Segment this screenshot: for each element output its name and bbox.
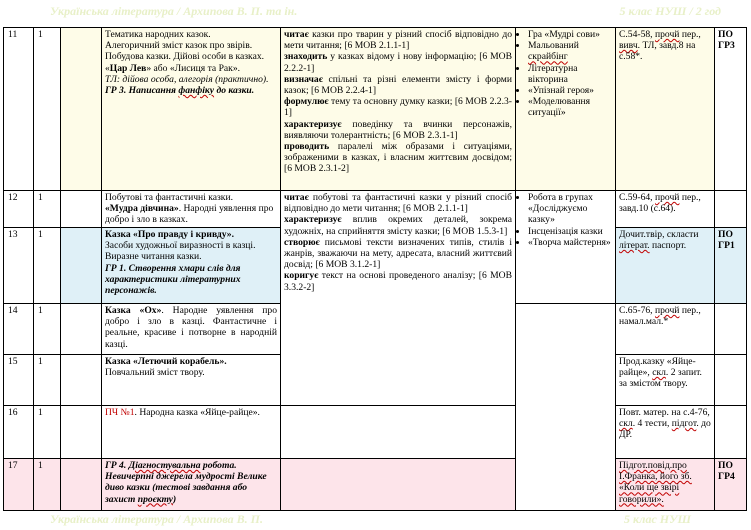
topic-line: Алегоричний зміст казок про звірів. [105,40,253,52]
group-code: ПО ГР4 [715,459,747,511]
date-cell [61,406,102,459]
lesson-hours: 1 [34,406,61,459]
homework-underlined: скл [619,418,633,430]
homework-text: паспорт. [649,240,687,252]
table-row [4,191,747,228]
homework-underlined: скл [652,367,666,379]
lesson-topic [102,304,281,355]
group-work-label: ГР 4. [105,460,129,471]
skill-verb: коригує [284,270,319,282]
homework-text: . до ДР. [619,418,711,441]
header-right: 5 клас НУШ / 2 год [619,4,721,18]
lesson-number: 14 [4,304,34,355]
group-code: ПО ГР1 [715,228,747,304]
activity-underlined: скрайбінг [528,51,568,63]
homework-cell [616,355,715,406]
lesson-number: 17 [4,459,34,511]
lesson-hours: 1 [34,459,61,511]
date-cell [61,304,102,355]
lesson-hours: 1 [34,228,61,304]
page-footer [0,510,751,530]
group-code [715,406,747,459]
topic-line: . Народна казка «Яйце-райце». [134,407,260,418]
topic-bold: Цар Лев [109,62,147,74]
lesson-number: 11 [4,28,34,191]
activity-item: • «Моделювання ситуації» [528,96,612,118]
group-code [715,191,747,228]
topic-line: ) [172,493,177,505]
lesson-hours: 1 [34,28,61,191]
table-row [4,28,747,191]
topic-underlined: проєкту [137,493,173,505]
homework-underlined: прочй [654,305,680,316]
homework-text: Прод.казку «Яйце-райце», [619,356,696,379]
group-work-label: ГР 1. Створення хмари слів для характеристики літературних персонажів. [105,262,241,297]
topic-line: Засоби художньої виразності в казці. Виразне читання казки. [105,240,256,263]
topic-line: Повчальний зміст твору. [105,367,205,379]
homework-underlined: прочй [654,192,680,203]
group-code [715,304,747,355]
topic-underlined: фанфіку [178,85,215,97]
homework-text: . ТЛ, завд.8 на с.58*. [619,40,696,63]
lesson-number: 13 [4,228,34,304]
date-cell [61,28,102,191]
activity-item: • Робота в групах «Досліджуємо казку» [528,192,612,226]
activity-item: • «Творча майстерня» [528,237,612,248]
skill-verb: формулює [284,96,329,108]
header-left: Українська література / Архипова В. П. та ін. [50,4,298,18]
activity-item [528,40,612,62]
homework-underlined: підгот [671,418,697,430]
topic-line: Побутові та фантастичні казки. [105,192,234,203]
topic-italic: ТЛ: дійова особа, алегорія (практично). [105,73,269,85]
topic-line: до казки. [214,85,255,97]
skill-verb: знаходить [284,51,328,63]
skill-text: текст на основі проведеного аналізу; [6 МОВ 3.3.2-2] [284,270,512,293]
group-code [715,355,747,406]
lesson-topic [102,28,281,191]
table-row [4,406,747,459]
skill-verb: характеризує [284,214,342,226]
activity-item: • Літературна вікторина [528,63,612,85]
skill-text: письмові тексти визначених типів, стилів і жанрів, зважаючи на мету, адресата, власний життєвий досвід; [6 МОВ 3.1.2-1] [284,236,512,271]
homework-text: С.59-64, [619,192,655,203]
homework-cell [616,228,715,304]
homework-text: пер., намал.мал.* [619,305,701,328]
group-work-label: ГР 3. Написання [105,85,179,97]
activity-text: Мальований [528,40,579,52]
homework-underlined: літерат. [619,240,650,252]
date-cell [61,191,102,228]
homework-text: Повт. матер. на с.4-76, [619,407,710,418]
topic-line: . Народні уявлення про добро і зло в казках. [105,203,274,226]
skill-verb: читає [284,29,309,40]
lesson-number: 16 [4,406,34,459]
lesson-number: 15 [4,355,34,406]
activity-item: • «Упізнай героя» [528,85,612,96]
topic-line: Тематика народних казок. [105,29,211,40]
skill-verb: характеризує [284,118,342,130]
skill-text: поведінку та вчинки персонажів, виявляючи толерантність; [6 МОВ 2.3.1-1] [284,118,512,141]
homework-text: С.54-58, [619,29,655,40]
footer-right: 5 клас НУШ [623,512,691,526]
extracurricular-reading-label: ПЧ №1 [105,407,135,418]
homework-text: С.65-76, [619,305,655,316]
date-cell [61,228,102,304]
topic-underlined: Діагностувальна [128,460,201,471]
homework-cell [616,406,715,459]
homework-underlined: прочй [654,29,680,40]
lesson-plan-table [3,27,747,511]
skills-cell [281,28,516,191]
homework-cell [616,28,715,191]
group-code: ПО ГР3 [715,28,747,191]
page-header [0,0,751,24]
lesson-topic [102,228,281,304]
footer-left: Українська література / Архипова В. П. [50,512,263,526]
skill-verb: створює [284,236,320,248]
date-cell [61,355,102,406]
lesson-topic [102,191,281,228]
table-row [4,459,747,511]
skill-verb: проводить [284,141,330,153]
homework-cell [616,191,715,228]
homework-underlined: Підгот.повід.про І.Франка, його зб. «Коли ще звірі говорили». [619,460,692,505]
topic-bold: «Мудра дівчина» [105,203,179,215]
homework-text: . 2 запит. за змістом твору. [619,367,702,390]
topic-bold: Казка «Ох» [105,305,162,316]
lesson-hours: 1 [34,191,61,228]
activities-cell [516,304,616,511]
lesson-topic [102,355,281,406]
skill-text: казки про тварин у різний спосіб відповідно до мети читання; [6 МОВ 2.1.1-1] [284,29,512,52]
lesson-hours: 1 [34,355,61,406]
skill-text: у казках відому і нову інформацію; [6 МОВ 2.2.2-1] [284,51,512,74]
homework-underlined: вивч [619,40,638,52]
activities-cell [516,28,616,191]
topic-line: » або «Лисиця та Рак». [146,62,241,74]
lesson-topic [102,459,281,511]
skill-text: паралелі між образами і ситуаціями, зображеними в казках, і власним життєвим досвідом; [6 МОВ 2.3.1-2] [284,141,512,175]
homework-text: пер., завд.10 (с.64). [619,192,701,215]
lesson-topic [102,406,281,459]
skills-cell [281,459,516,511]
topic-line: Побудова казки. Дійові особи в казках. « [105,51,265,74]
skill-text: вплив окремих деталей, зокрема художніх, на сприйняття змісту казки; [6 МОВ 1.5.3-1] [284,214,512,237]
date-cell [61,459,102,511]
topic-line: робота. Невичерпні джерела мудрості Велике диво казки (тестові завдання або захист [105,460,267,505]
skills-cell [281,406,516,459]
lesson-hours: 1 [34,304,61,355]
topic-line: . Народне уявлення про добро і зло в казці. Фантастичне і реальне, красиве і потворне в народній казці. [105,305,277,350]
skill-text: побутові та фантастичні казки у різний спосіб відповідно до мети читання; [6 МОВ 2.1.1-1] [284,192,512,215]
homework-text: пер., [679,29,701,40]
skill-text: спільні та різні елементи змісту і форми казок; [6 МОВ 2.2.4-1] [284,73,512,97]
homework-cell [616,459,715,511]
activities-cell [516,191,616,304]
homework-cell [616,304,715,355]
activity-item: • Гра «Мудрі сови» [528,29,612,40]
topic-bold: Казка «Про правду і кривду». [105,229,234,240]
homework-text: . 4 тести, [632,418,672,430]
skill-verb: визначає [284,73,323,85]
skill-verb: читає [284,192,309,203]
activity-item: • Інсценізація казки [528,226,612,237]
homework-text: Дочит.твір, скласти [619,229,699,240]
lesson-number: 12 [4,191,34,228]
topic-bold: Казка «Летючий корабель». [105,356,227,367]
skill-text: тему та основну думку казки; [6 МОВ 2.2.3-1] [284,96,512,119]
skills-cell [281,191,516,406]
